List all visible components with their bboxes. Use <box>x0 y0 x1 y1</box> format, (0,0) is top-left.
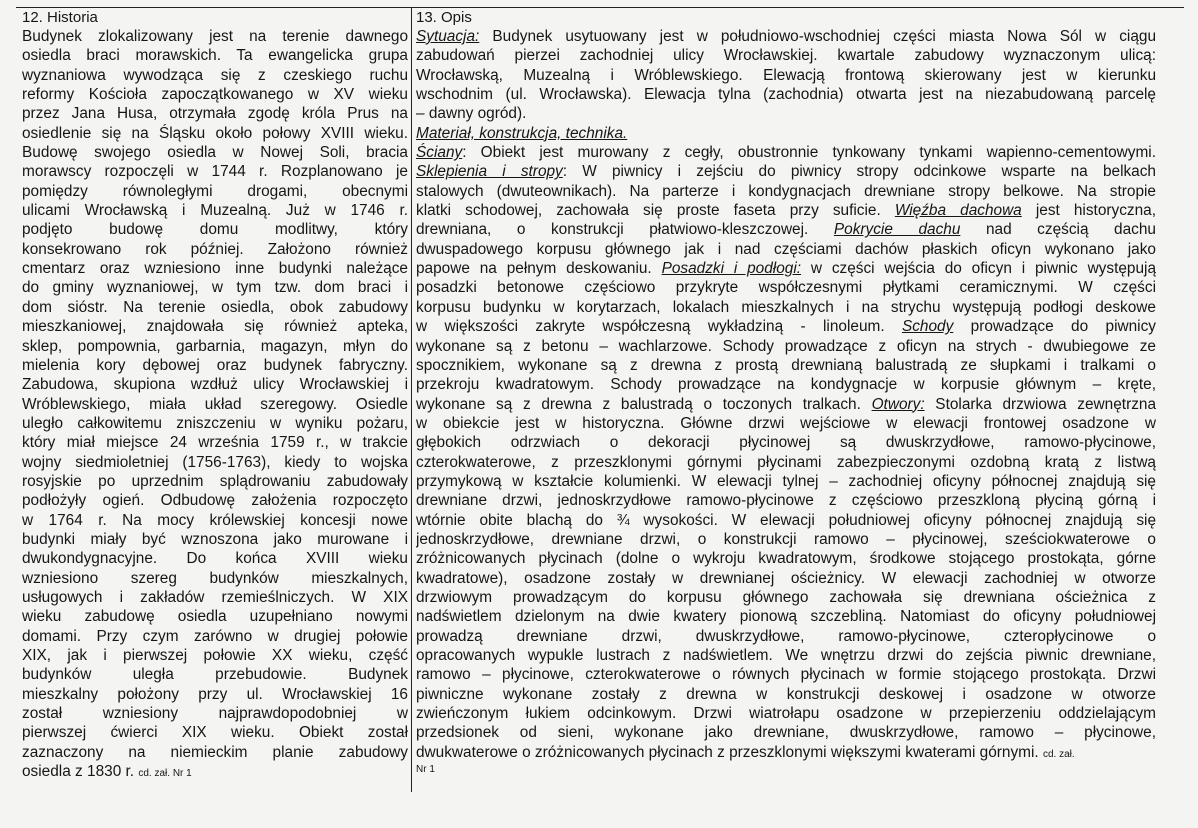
description-text-run: papowe na pełnym deskowaniu. <box>416 260 662 278</box>
description-line <box>416 685 1156 704</box>
history-last-line <box>22 762 408 783</box>
history-line: dom sióstr. Na terenie osiedla, obok zabudowy <box>22 298 408 316</box>
description-line <box>416 491 1156 510</box>
history-line: który miał miejsce 24 września 1759 r., w trakcie <box>22 434 408 452</box>
description-line <box>416 162 1156 181</box>
history-line: konsekrowano rok później. Założono również <box>22 240 408 258</box>
history-line: wojny siedmioletniej (1756-1763), kiedy to wojska <box>22 453 408 471</box>
history-line: mieszkalny położony przy ul. Wrocławskiej 16 <box>22 685 408 703</box>
description-text-run: korpusu budynku w korytarzach, lokalach mieszkalnych i na strychu występują podłogi deskowe <box>416 298 1156 316</box>
history-line: Budowę swojego osiedla w Nowej Soli, bracia <box>22 144 408 162</box>
subheading-label: Materiał, konstrukcja, technika. <box>416 124 628 142</box>
description-line <box>416 395 1156 414</box>
description-text-run: stalowych (dwuteownikach). Na parterze i kondygnacjach drewniane stropy belkowe. Na stropie <box>416 182 1156 200</box>
description-line <box>416 356 1156 375</box>
continuation-reference: cd. zał. <box>1042 748 1075 760</box>
history-line: został wzniesiony najprawdopodobniej w <box>22 705 408 723</box>
description-last-line-text: dwukwaterowe o zróżnicowanych płycinach z przeszklonymi większymi kwaterami górnymi. <box>416 743 1039 761</box>
description-line <box>416 27 1156 46</box>
history-line: budynki miały być wznoszona jako murowane i <box>22 530 408 548</box>
description-text-run: głębokich odrzwiach o dekoracji płycinowej są dwuskrzydłowe, ramowo-płycinowe, <box>416 434 1156 452</box>
description-line <box>416 375 1156 394</box>
subheading-label: Posadzki i podłogi: <box>661 260 802 278</box>
history-text <box>22 27 408 762</box>
subheading-label: Schody <box>901 318 954 336</box>
subheading-label: Sytuacja: <box>416 28 480 45</box>
description-last-line <box>416 743 1156 764</box>
description-text-run: nadświetlem dzielonym na dwie kwatery pionową szczebliną. Natomiast do oficyny południowej <box>416 608 1156 626</box>
history-line: uległo całkowitemu zniszczeniu w wyniku pożaru, <box>22 414 408 432</box>
description-text-run: drewniana, o konstrukcji płatwiowo-kleszczowej. <box>416 221 834 239</box>
description-text-run: prowadzące do piwnicy <box>953 318 1156 336</box>
description-line <box>416 124 1156 143</box>
description-line <box>416 85 1156 104</box>
history-line: wyznaniowa wywodząca się z czeskiego ruchu <box>22 66 408 84</box>
history-line: pierwszej ćwierci XIX wieku. Obiekt został <box>22 724 408 742</box>
history-line: zaznaczony na niemieckim planie zabudowy <box>22 743 408 761</box>
history-line: pomiędzy równoległymi drogami, obecnymi <box>22 182 408 200</box>
description-heading: 13. Opis <box>416 9 472 26</box>
history-last-line-text: osiedla z 1830 r. <box>22 763 135 781</box>
description-text-run: w części wejścia do oficyn i piwnic występują <box>801 260 1156 278</box>
description-line <box>416 453 1156 472</box>
description-line <box>416 588 1156 607</box>
history-line: wieku zabudowę osiedla uzupełniano nowymi <box>22 608 408 626</box>
description-text <box>416 27 1157 743</box>
description-text-run: czterokwaterowe, z przeszklonymi górnymi płycinami zabezpieczonymi ozdobną kratą z listwą <box>416 453 1156 471</box>
history-line: podjęto budowę domu modlitwy, który <box>22 221 408 239</box>
history-line: cmentarz oraz wzniesiono inne budynki należące <box>22 260 408 278</box>
description-line <box>416 414 1156 433</box>
history-line: dwukondygnacyjne. Do końca XVIII wieku <box>22 550 408 568</box>
description-text-run: przekroju kwadratowym. Schody prowadzące na kondygnacje w korpusie głównym – kręte, <box>416 376 1156 394</box>
description-text-run: piwniczne wykonane zostały z drewna w konstrukcji deskowej i osadzone w otworze <box>416 685 1156 703</box>
description-text-run: nad częścią dachu <box>960 221 1156 239</box>
subheading-label: Sklepienia i stropy <box>416 163 563 181</box>
column-divider <box>411 7 412 792</box>
history-line: domami. Przy czym zarówno w drugiej połowie <box>22 627 408 645</box>
history-heading: 12. Historia <box>22 9 98 26</box>
description-line <box>416 220 1156 239</box>
description-line <box>416 472 1156 491</box>
description-line <box>416 433 1156 452</box>
history-line: mielenia kory dębowej oraz budynek fabryczny. <box>22 356 408 374</box>
description-text-run: wtórnie obite blachą do ¾ wysokości. W elewacji południowej oficyny północnej znajdują się <box>416 511 1156 529</box>
continuation-reference-number: Nr 1 <box>416 764 435 776</box>
description-line <box>416 278 1156 297</box>
subheading-label: Ściany <box>416 144 463 162</box>
description-line <box>416 549 1156 568</box>
description-text-run: przymykową w kształcie kolumienki. W elewacji tylnej – zachodniej oficyny północnej znajdują się <box>416 472 1156 490</box>
description-text-run: posadzki betonowe częściowo przykryte współczesnymi płytkami ceramicznymi. W części <box>416 279 1156 297</box>
description-text-run: wykonane są z drewna z balustradą o toczonych tralkach. <box>416 395 872 413</box>
description-line <box>416 646 1156 665</box>
history-line: przez Jana Husa, otrzymała zgodę króla Prus na <box>22 105 408 123</box>
history-column <box>22 8 408 783</box>
description-text-run: klatki schodowej, zachowała się proste faseta przy suficie. <box>416 202 895 220</box>
description-text-run: zabudowań pierzei zachodniej ulicy Wrocławskiej. kwartale zabudowy wyznaczonym ulicą: <box>416 47 1156 65</box>
description-text-run: – dawny ogród). <box>416 105 527 123</box>
history-line: do gminy wyznaniowej, w tym tzw. dom braci i <box>22 279 408 297</box>
description-text-run: w obiekcie jest w historyczna. Główne drzwi wejściowe w elewacji frontowej osadzone w <box>416 414 1156 432</box>
history-line: wzniesiono szereg budynków mieszkalnych, <box>22 569 408 587</box>
history-line: osiedla braci morawskich. Ta ewangelicka grupa <box>22 47 408 65</box>
description-text-run: Stolarka drzwiowa zewnętrzna <box>924 395 1156 413</box>
description-line <box>416 723 1156 742</box>
description-text-run: zwieńczonym łukiem odcinkowym. Drzwi wiatrołapu osadzone w przepierzeniu oddzielającym <box>416 705 1156 723</box>
description-line <box>416 627 1156 646</box>
description-text-run: prowadzą drewniane drzwi, dwuskrzydłowe, ramowo-płycinowe, czteropłycinowe o <box>416 627 1156 645</box>
continuation-reference: cd. zał. Nr 1 <box>138 768 192 780</box>
description-line <box>416 530 1156 549</box>
description-text-run: Wrocławską, Muzealną i Wróblewskiego. Elewacją frontową skierowany jest w kierunku <box>416 66 1156 84</box>
description-text-run: spocznikiem, wykonane są z drewna z prostą drewnianą balustradą ze słupkami i tralkami o <box>416 356 1156 374</box>
history-line: usługowych i zakładów rzemieślniczych. W XIX <box>22 588 408 606</box>
history-line: Zabudowa, skupiona wzdłuż ulicy Wrocławskiej i <box>22 376 408 394</box>
description-text-run: : Obiekt jest murowany z cegły, obustronnie tynkowany tynkami wapienno-cementowymi. <box>462 144 1156 162</box>
description-line <box>416 66 1156 85</box>
subheading-label: Otwory: <box>871 395 925 413</box>
description-text-run: przedsionek od sieni, wykonane jako drewniane, dwuskrzydłowe, ramowo – płycinowe, <box>416 724 1156 742</box>
description-line <box>416 259 1156 278</box>
history-line: osiedlenie się na Śląsku około połowy XVIII wieku. <box>22 124 408 142</box>
description-text-run: jest historyczna, <box>1021 202 1156 220</box>
history-line: sklep, pompownia, garbarnia, magazyn, młyn do <box>22 337 408 355</box>
description-text-run: drewniane drzwi, jednoskrzydłowe ramowo-płycinowe z częściowo przeszkloną płyciną górną i <box>416 492 1156 510</box>
history-line: rosyjskie po uprzednim splądrowaniu zabudowały <box>22 472 408 490</box>
history-line: Budynek zlokalizowany jest na terenie dawnego <box>22 28 408 45</box>
description-line <box>416 511 1156 530</box>
description-line <box>416 704 1156 723</box>
description-text-run: wykonane są z betonu – wachlarzowe. Schody prowadzące z oficyn na strych - dwubiegowe ze <box>416 337 1156 355</box>
description-text-run: Budynek usytuowany jest w południowo-wschodniej części miasta Nowa Sól w ciągu <box>479 28 1156 45</box>
subheading-label: Więźba dachowa <box>894 202 1022 220</box>
description-line <box>416 607 1156 626</box>
description-text-run: w większości zakryte współczesną wykładziną - linoleum. <box>416 318 902 336</box>
description-line <box>416 317 1156 336</box>
description-line <box>416 182 1156 201</box>
history-line: w 1764 r. Na mocy królewskiej koncesji nowe <box>22 511 408 529</box>
description-text-run: opracowanych wypukle lustrach z nadświetlem. We wnętrzu drzwi do zejścia piwnic drewniane, <box>416 647 1156 664</box>
history-line: reformy Kościoła zapoczątkowanego w XV wieku <box>22 86 408 104</box>
description-line <box>416 337 1156 356</box>
history-line: budynków uległa przebudowie. Budynek <box>22 666 408 684</box>
description-text-run: drzwiowym prowadzącym do korpusu głównego zachowała się drewniana ościeżnica z <box>416 588 1156 606</box>
history-line: ulicami Wrocławską i Muzealną. Już w 1746 r. <box>22 202 408 220</box>
history-line: mieszkaniowej, znajdowała się również apteka, <box>22 318 408 336</box>
description-text-run: dwuspadowego korpusu głównego jak i nad częściami dachów płaskich oficyn wykonano jako <box>416 240 1156 258</box>
description-line <box>416 201 1156 220</box>
description-text-run: ramowo – płycinowe, czterokwaterowe o równych płycinach w formie stojącego prostokąta. Drzwi <box>416 666 1156 684</box>
description-text-run: wschodnim (ul. Wrocławska). Elewacja tylna (zachodnia) otwarta jest na niezabudowaną parcelę <box>416 86 1156 104</box>
description-text-run: kwadratowe), osadzone zostały w drewnianej ościeżnicy. W elewacji zachodniej w otworze <box>416 569 1156 587</box>
history-line: morawscy rozpoczęli w 1744 r. Rozplanowano je <box>22 163 408 181</box>
description-line <box>416 240 1156 259</box>
description-line <box>416 665 1156 684</box>
history-line: Wróblewskiego, miała układ szeregowy. Osiedle <box>22 395 408 413</box>
description-column <box>416 8 1157 776</box>
description-line <box>416 569 1156 588</box>
subheading-label: Pokrycie dachu <box>833 221 961 239</box>
description-line <box>416 143 1156 162</box>
history-line: podłożyły ogień. Odbudowę założenia rozpoczęto <box>22 492 408 510</box>
description-line <box>416 298 1156 317</box>
history-line: XIX, jak i pierwszej połowie XX wieku, część <box>22 647 408 664</box>
description-text-run: jednoskrzydłowe, drewniane drzwi, o konstrukcji ramowo – płycinowej, sześciokwaterowe o <box>416 530 1156 548</box>
description-line <box>416 104 1156 123</box>
description-text-run: : W piwnicy i zejściu do piwnicy stropy odcinkowe wsparte na belkach <box>562 163 1156 181</box>
description-text-run: zróżnicowanych płycinach (dolne o wykroju kwadratowym, środkowe stojącego prostokąta, górne <box>416 550 1156 568</box>
description-line <box>416 46 1156 65</box>
